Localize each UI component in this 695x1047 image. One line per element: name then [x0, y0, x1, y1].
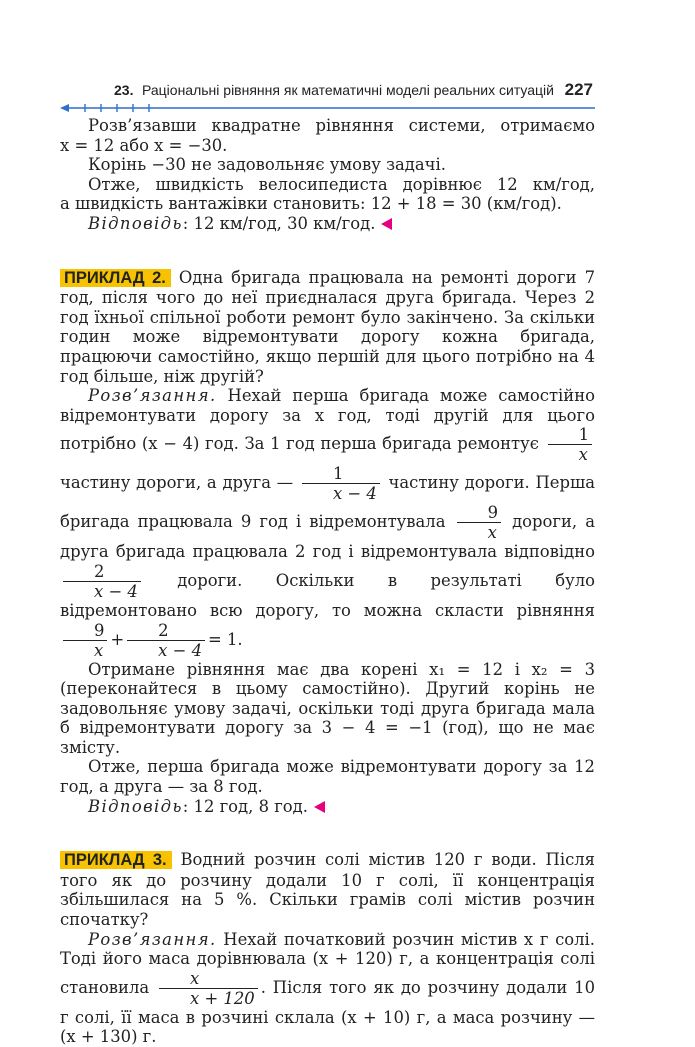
paragraph-roots	[60, 136, 595, 156]
text: а швидкість вантажівки становить: 12 + 18 = 30 (км/год).	[60, 194, 562, 214]
number-line-arrow	[60, 103, 595, 113]
page-number: 227	[564, 80, 593, 99]
solution-label: Розв’язання.	[88, 386, 217, 406]
denominator: x	[94, 640, 104, 660]
paragraph-root-rejected	[60, 155, 595, 175]
text: частину дороги. Перша бригада працювала 9 год і відремонтувала	[60, 473, 595, 532]
paragraph-speed-conclusion	[60, 175, 595, 195]
text: Отже, перша бригада може відремонтувати дорогу за 12 год, а друга — за 8 год.	[60, 757, 595, 797]
denominator: x	[487, 523, 497, 543]
fraction-2-over-x-minus-4	[63, 562, 141, 601]
text: частину дороги, а друга —	[60, 473, 294, 493]
page-header	[60, 80, 595, 100]
equation-result: = 1.	[208, 629, 243, 649]
example-2-badge: ПРИКЛАД 2.	[60, 269, 171, 287]
text: . Після того як до розчину додали 10 г солі, її маса в розчині склала (x + 10) г, а маса розчину — (x + 130) г.	[60, 977, 596, 1047]
example-2-solution	[60, 386, 595, 659]
equation-fraction-9-over-x	[63, 621, 107, 660]
fraction-1-over-x	[548, 425, 592, 464]
denominator: x − 4	[332, 484, 377, 504]
text: Отже, швидкість велосипедиста дорівнює 12 км/год,	[88, 174, 595, 194]
example-3-badge: ПРИКЛАД 3.	[60, 851, 172, 869]
numerator: 2	[63, 562, 141, 582]
page-content	[60, 116, 595, 1047]
example-2-text: Одна бригада працювала на ремонті дороги 7 год, після чого до неї приєдналася друга бригада. Через 2 год їхньої спільної роботи ремонт було закінчено. За скільки годин може відремонтувати дорогу кожна бригада, працюючи самостійно, якщо першій для цього потрібно на 4 год більше, ніж другій?	[60, 267, 595, 386]
solution-text: Нехай перша бригада може самостійно відремонтувати дорогу за x год, тоді другій для цього потрібно (x − 4) год. За 1 год перша бригада ремонтує	[60, 386, 595, 454]
numerator: 1	[302, 464, 380, 484]
text: дороги, а друга бригада працювала 2 год і відремонтувала відповідно	[60, 512, 595, 562]
paragraph-truck-speed	[60, 194, 595, 214]
text: Розв’язавши квадратне рівняння системи, отримаємо	[88, 116, 595, 135]
fraction-x-over-x-plus-120	[159, 969, 258, 1008]
denominator: x	[578, 445, 588, 465]
solution-label: Розв’язання.	[88, 929, 217, 949]
equation-fraction-2-over-x-minus-4	[127, 621, 205, 660]
example-2-statement	[60, 268, 595, 387]
numerator: 9	[63, 621, 107, 641]
denominator: x + 120	[190, 988, 255, 1008]
answer-1	[60, 214, 595, 234]
numerator: 2	[127, 621, 205, 641]
example-3-solution	[60, 930, 595, 1047]
answer-label: Відповідь	[88, 796, 183, 816]
section-number: 23.	[114, 82, 134, 98]
numerator: 9	[457, 503, 501, 523]
end-of-solution-triangle-icon	[381, 218, 392, 230]
text: дороги. Оскільки в результаті було відремонтовано всю дорогу, то можна скласти рівняння	[60, 570, 595, 620]
example-3-text: Водний розчин солі містив 120 г води. Після того як до розчину додали 10 г солі, її концентрація збільшилася на 5 %. Скільки грамів солі містив розчин спочатку?	[60, 850, 596, 930]
denominator: x − 4	[94, 581, 138, 601]
solution-text: Нехай початковий розчин містив x г солі. Тоді його маса дорівнювала (x + 120) г, а концентрація солі становила	[60, 929, 595, 997]
text: Отримане рівняння має два корені x₁ = 12 і x₂ = 3 (переконайтеся в цьому самостійно). Другий корінь не задовольняє умову задачі, оскільки тоді друга бригада мала б відремонтувати дорогу за 3 − 4 = −1 (год), що не має змісту.	[60, 659, 595, 757]
plus-sign: +	[110, 629, 125, 649]
fraction-9-over-x	[457, 503, 501, 542]
answer-text: : 12 км/год, 30 км/год.	[182, 213, 376, 233]
end-of-solution-triangle-icon	[314, 801, 325, 813]
numerator: 1	[548, 425, 592, 445]
answer-2	[60, 797, 595, 817]
paragraph-example-2-conclusion	[60, 757, 595, 796]
fraction-1-over-x-minus-4	[302, 464, 380, 503]
paragraph-solution-result	[60, 116, 595, 136]
paragraph-roots-check	[60, 660, 595, 758]
example-3-statement	[60, 850, 595, 929]
answer-text: : 12 год, 8 год.	[182, 796, 308, 816]
text: Корінь −30 не задовольняє умову задачі.	[88, 155, 446, 175]
numerator: x	[159, 969, 258, 989]
answer-label: Відповідь	[88, 213, 183, 233]
text: x = 12 або x = −30.	[60, 135, 228, 155]
section-title: Раціональні рівняння як математичні моделі реальних ситуацій	[142, 82, 554, 98]
denominator: x − 4	[158, 640, 202, 660]
